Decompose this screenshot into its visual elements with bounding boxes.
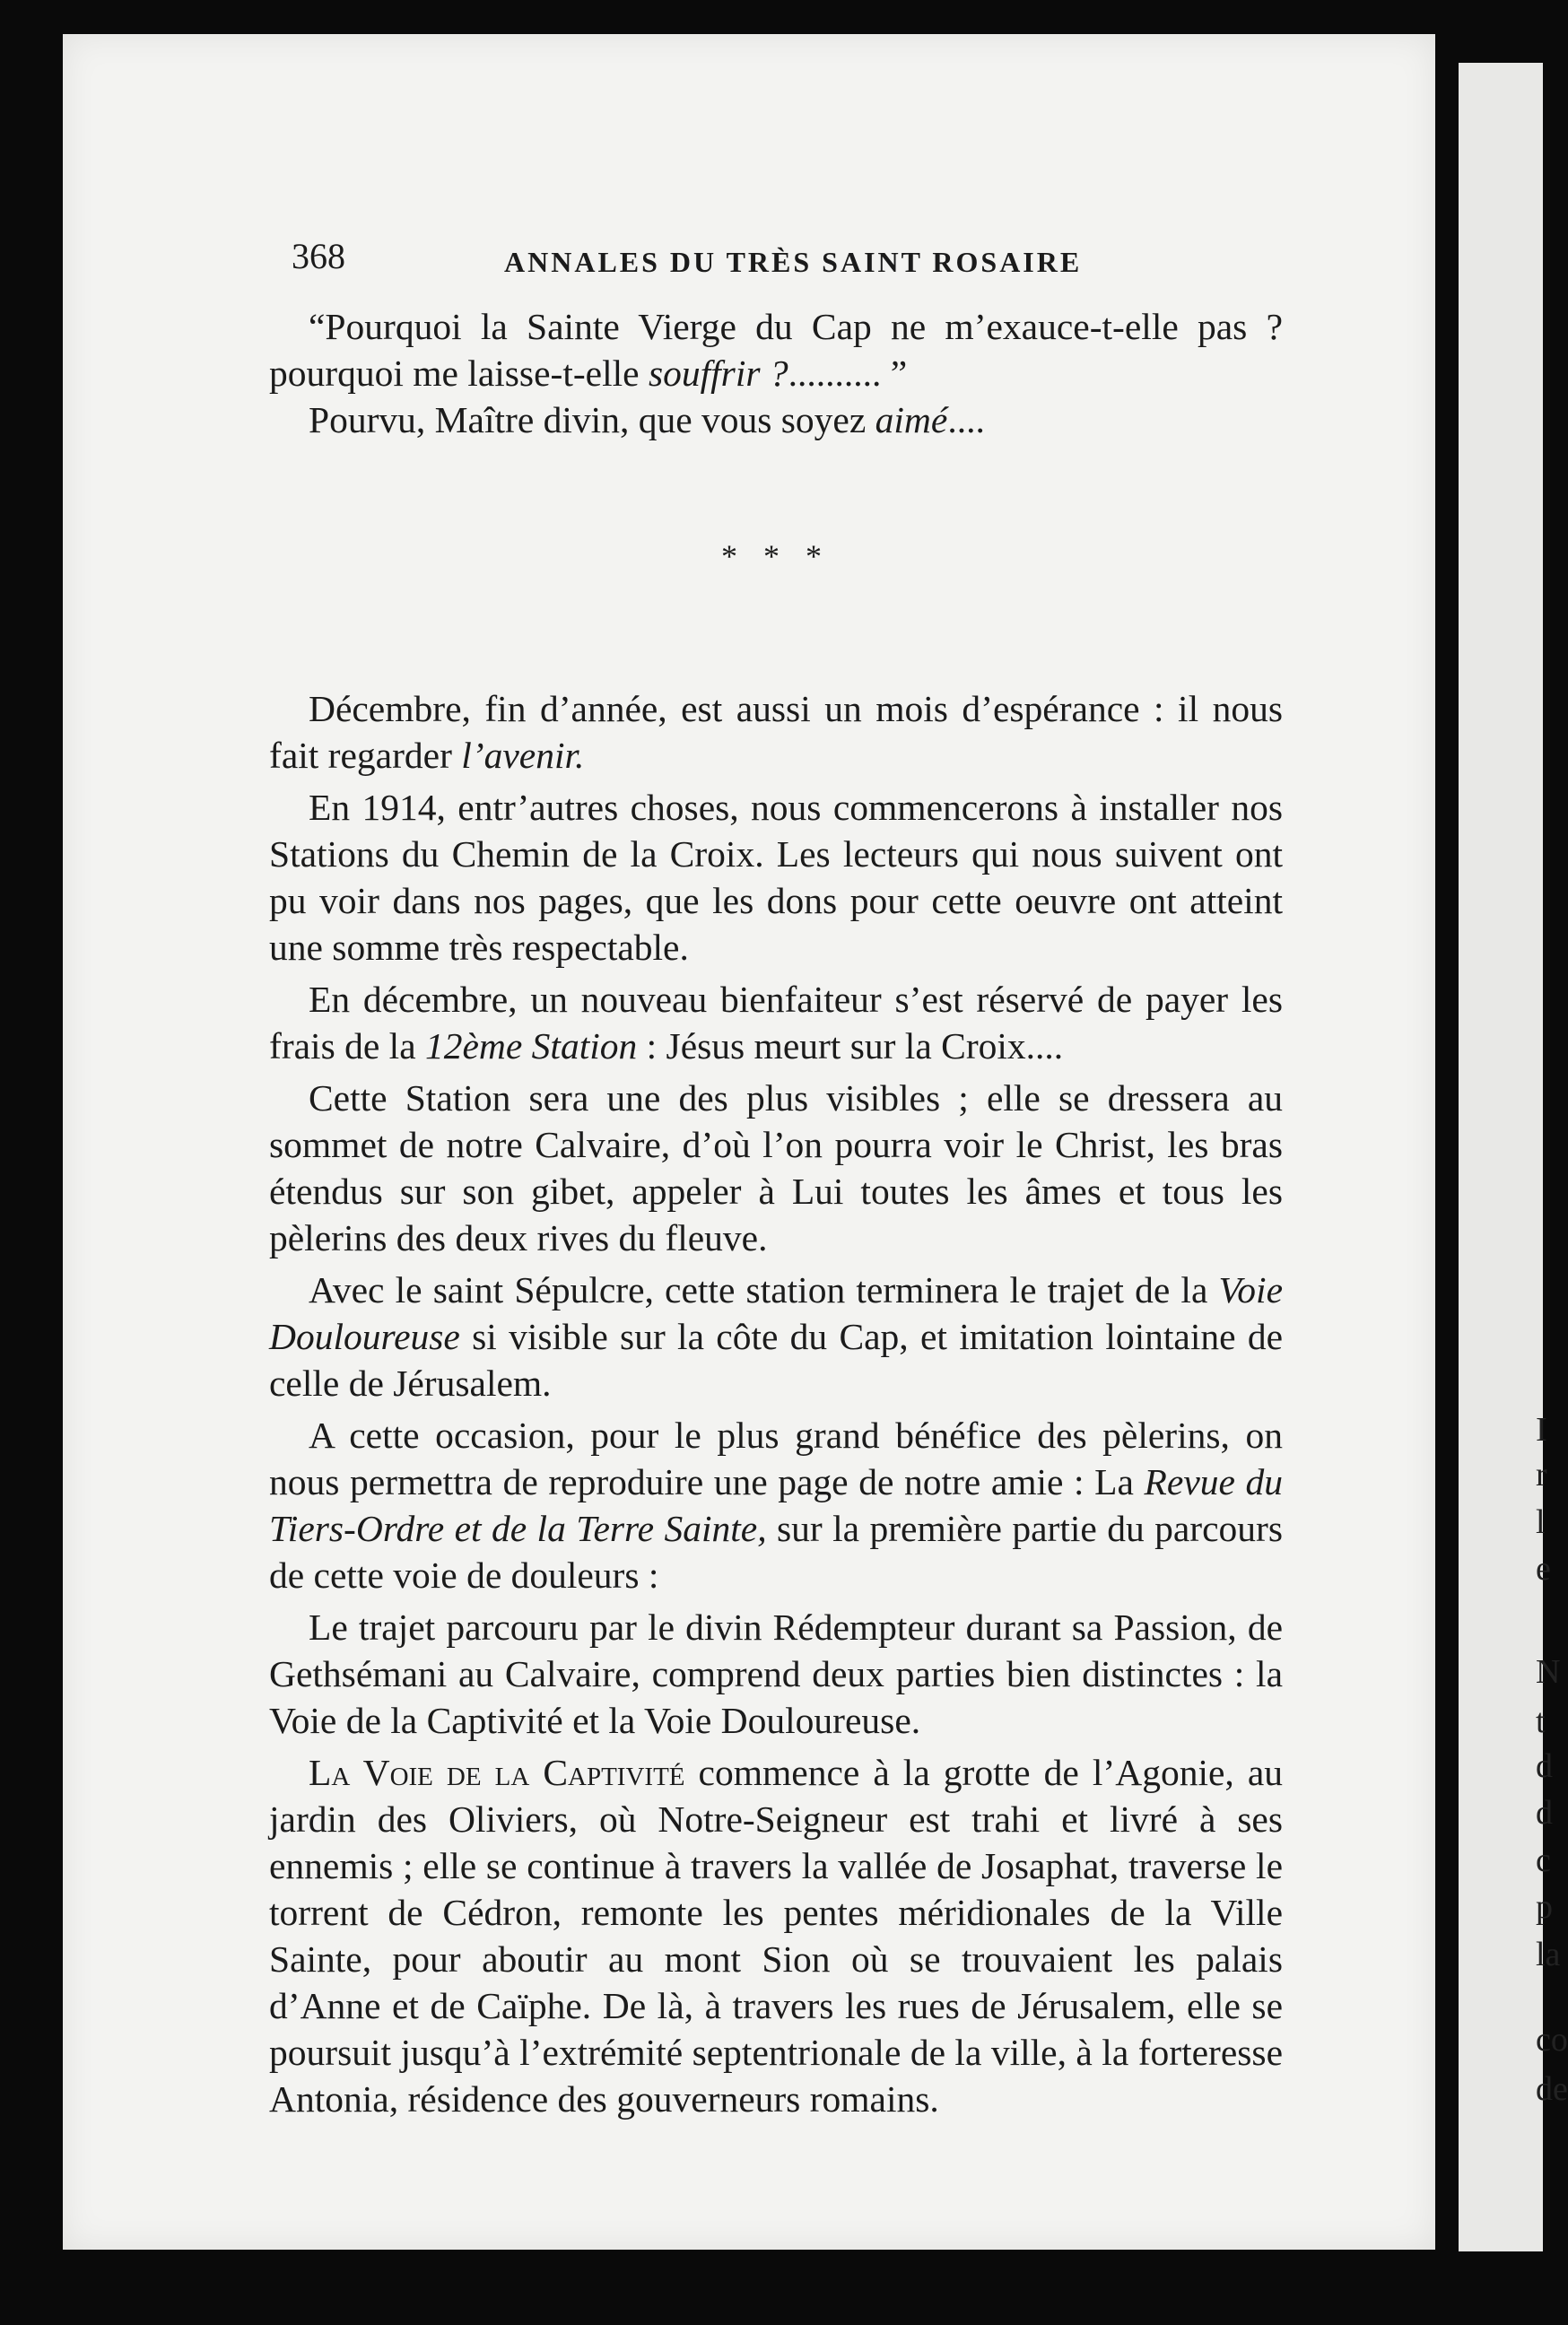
invocation-line (269, 396, 1283, 443)
paragraph-text: commence à la grotte de l’Agonie, au jardin des Oliviers, où Notre-Seigneur est trahi et livré à ses ennemis ; elle se continue à travers la vallée de Josaphat, traverse le torrent de Cédron, remonte les pentes méridionales de la Ville Sainte, pour aboutir au mont Sion où se trouvaient les palais d’Anne et de Caïphe. De là, à travers les rues de Jérusalem, elle se poursuit jusqu’à l’extrémité septentrionale de la ville, à la forteresse Antonia, résidence des gouverneurs romains. (269, 1752, 1283, 2120)
facing-page-fragment: la (1536, 1936, 1561, 1973)
facing-page-fragment: e (1536, 1550, 1551, 1588)
facing-page-fragment: t (1536, 1702, 1546, 1740)
paragraph-3 (269, 976, 1283, 1069)
quote-paragraph (269, 303, 1283, 396)
facing-page-fragment: N (1536, 1653, 1561, 1691)
facing-page-fragment: d (1536, 1747, 1553, 1785)
paragraph-2: En 1914, entr’autres choses, nous commencerons à installer nos Stations du Chemin de la Croix. Les lecteurs qui nous suivent ont pu voir dans nos pages, que les dons pour cette oeuvre ont atteint une somme très respectable. (269, 787, 1283, 968)
paragraph-emphasis: Revue du Tiers-Ordre et de la Terre Sainte, (269, 1461, 1283, 1549)
paragraph-1 (269, 685, 1283, 779)
paragraph-emphasis: Voie Douloureuse (269, 1269, 1283, 1357)
paragraph-text: si visible sur la côte du Cap, et imitation lointaine de celle de Jérusalem. (269, 1316, 1283, 1404)
paragraph-text: Décembre, fin d’année, est aussi un mois d’espérance : il nous fait regarder (269, 688, 1283, 776)
invocation-text: .... (947, 399, 985, 440)
paragraph-5 (269, 1267, 1283, 1406)
paragraph-text: A cette occasion, pour le plus grand bénéfice des pèlerins, on nous permettra de reproduire une page de notre amie : La (269, 1415, 1283, 1502)
paragraph-7: Le trajet parcouru par le divin Rédempteur durant sa Passion, de Gethsémani au Calvaire, comprend deux parties bien distinctes : la Voie de la Captivité et la Voie Douloureuse. (269, 1607, 1283, 1741)
facing-page-edge (1459, 63, 1568, 2251)
paragraph-4: Cette Station sera une des plus visibles ; elle se dressera au sommet de notre Calvaire, d’où l’on pourra voir le Christ, les bras étendus sur son gibet, appeler à Lui toutes les âmes et tous les pèlerins des deux rives du fleuve. (269, 1077, 1283, 1258)
quote-emphasis: souffrir ? (648, 353, 788, 394)
paragraph-text: : Jésus meurt sur la Croix.... (637, 1025, 1064, 1067)
section-separator: * * * (721, 538, 831, 574)
paragraph-text: En décembre, un nouveau bienfaiteur s’est réservé de payer les frais de la (269, 979, 1283, 1067)
running-title: ANNALES DU TRÈS SAINT ROSAIRE (504, 246, 1083, 278)
facing-page-fragment: r (1536, 1456, 1547, 1493)
facing-page-fragment: co (1536, 2021, 1568, 2059)
facing-page-fragment: l (1536, 1503, 1546, 1541)
paragraph-smallcaps: La Voie de la Captivité (309, 1752, 685, 1793)
paragraph-emphasis: l’avenir. (461, 735, 585, 776)
quote-line: “Pourquoi la Sainte Vierge du Cap ne m’exauce-t-elle pas ? (309, 306, 1283, 347)
invocation-emphasis: aimé (875, 399, 948, 440)
facing-page-fragment: p (1536, 1888, 1553, 1926)
paragraph-8 (269, 1749, 1283, 2122)
facing-page-fragment: de (1536, 2070, 1568, 2108)
paragraph-6 (269, 1412, 1283, 1598)
invocation-text: Pourvu, Maître divin, que vous soyez (309, 399, 875, 440)
paragraph-text: sur la première partie du parcours de cette voie de douleurs : (269, 1508, 1283, 1596)
page-number: 368 (292, 236, 345, 276)
paragraph-emphasis: 12ème Station (424, 1025, 638, 1067)
paragraph-text: Avec le saint Sépulcre, cette station terminera le trajet de la (309, 1269, 1219, 1311)
facing-page-fragment: c (1536, 1842, 1551, 1879)
quote-text: pourquoi me laisse-t-elle (269, 353, 649, 394)
page-content (269, 233, 1283, 2122)
facing-page-fragment: I (1536, 1411, 1547, 1449)
page-header (269, 233, 1283, 287)
facing-page-fragment: d (1536, 1794, 1553, 1832)
quote-text: .......... ” (788, 353, 908, 394)
